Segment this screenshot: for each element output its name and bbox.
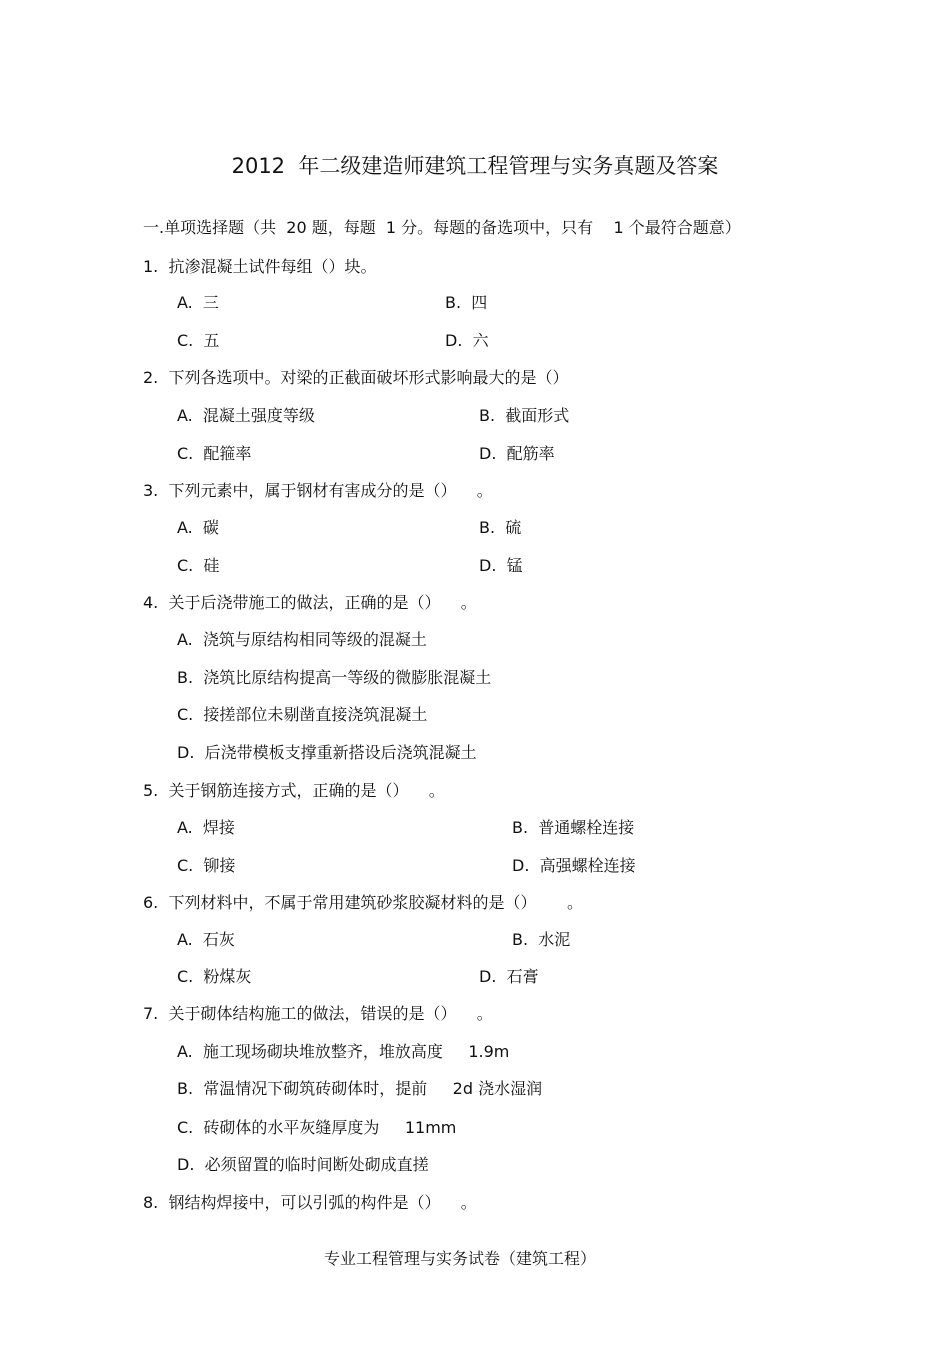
question-2-option-c: C. 配箍率 — [177, 444, 252, 463]
question-6-stem: 6. 下列材料中，不属于常用建筑砂浆胶凝材料的是（） 。 — [143, 893, 583, 912]
question-7-stem: 7. 关于砌体结构施工的做法，错误的是（） 。 — [143, 1004, 493, 1023]
question-7-option-c: C. 砖砌体的水平灰缝厚度为 11mm — [177, 1118, 457, 1137]
question-2-option-d: D. 配筋率 — [479, 444, 555, 463]
question-4-option-a: A. 浇筑与原结构相同等级的混凝土 — [177, 630, 427, 649]
question-2-option-b: B. 截面形式 — [479, 406, 570, 425]
question-5-option-d: D. 高强螺栓连接 — [512, 856, 636, 875]
question-3-option-d: D. 锰 — [479, 556, 523, 575]
question-7-option-b: B. 常温情况下砌筑砖砌体时，提前 2d 浇水湿润 — [177, 1079, 543, 1098]
question-2-option-a: A. 混凝土强度等级 — [177, 406, 315, 425]
question-3-option-c: C. 硅 — [177, 556, 220, 575]
question-4-option-d: D. 后浇带模板支撑重新搭设后浇筑混凝土 — [177, 743, 477, 762]
question-1-stem: 1. 抗渗混凝土试件每组（）块。 — [143, 257, 377, 276]
question-6-option-a: A. 石灰 — [177, 930, 235, 949]
question-3-option-b: B. 硫 — [479, 518, 522, 537]
question-1-option-c: C. 五 — [177, 331, 220, 350]
question-8-stem: 8. 钢结构焊接中，可以引弧的构件是（） 。 — [143, 1193, 477, 1212]
section-header: 一.单项选择题（共 20 题，每题 1 分。每题的备选项中，只有 1 个最符合题意） — [143, 218, 741, 237]
question-6-option-c: C. 粉煤灰 — [177, 967, 252, 986]
question-1-option-a: A. 三 — [177, 293, 219, 312]
question-1-option-d: D. 六 — [445, 331, 489, 350]
page-title: 2012 年二级建造师建筑工程管理与实务真题及答案 — [231, 154, 719, 178]
question-4-option-c: C. 接搓部位未剔凿直接浇筑混凝土 — [177, 705, 428, 724]
question-2-stem: 2. 下列各选项中。对梁的正截面破坏形式影响最大的是（） — [143, 368, 569, 387]
question-5-stem: 5. 关于钢筋连接方式，正确的是（） 。 — [143, 781, 445, 800]
question-3-option-a: A. 碳 — [177, 518, 219, 537]
question-5-option-a: A. 焊接 — [177, 818, 235, 837]
question-5-option-c: C. 铆接 — [177, 856, 236, 875]
question-4-stem: 4. 关于后浇带施工的做法，正确的是（） 。 — [143, 593, 477, 612]
question-1-option-b: B. 四 — [445, 293, 488, 312]
page-footer: 专业工程管理与实务试卷（建筑工程） — [323, 1249, 596, 1268]
question-5-option-b: B. 普通螺栓连接 — [512, 818, 635, 837]
question-4-option-b: B. 浇筑比原结构提高一等级的微膨胀混凝土 — [177, 668, 492, 687]
question-3-stem: 3. 下列元素中，属于钢材有害成分的是（） 。 — [143, 481, 493, 500]
question-7-option-d: D. 必须留置的临时间断处砌成直搓 — [177, 1155, 429, 1174]
question-6-option-d: D. 石膏 — [479, 967, 539, 986]
question-6-option-b: B. 水泥 — [512, 930, 571, 949]
question-7-option-a: A. 施工现场砌块堆放整齐，堆放高度 1.9m — [177, 1042, 510, 1061]
